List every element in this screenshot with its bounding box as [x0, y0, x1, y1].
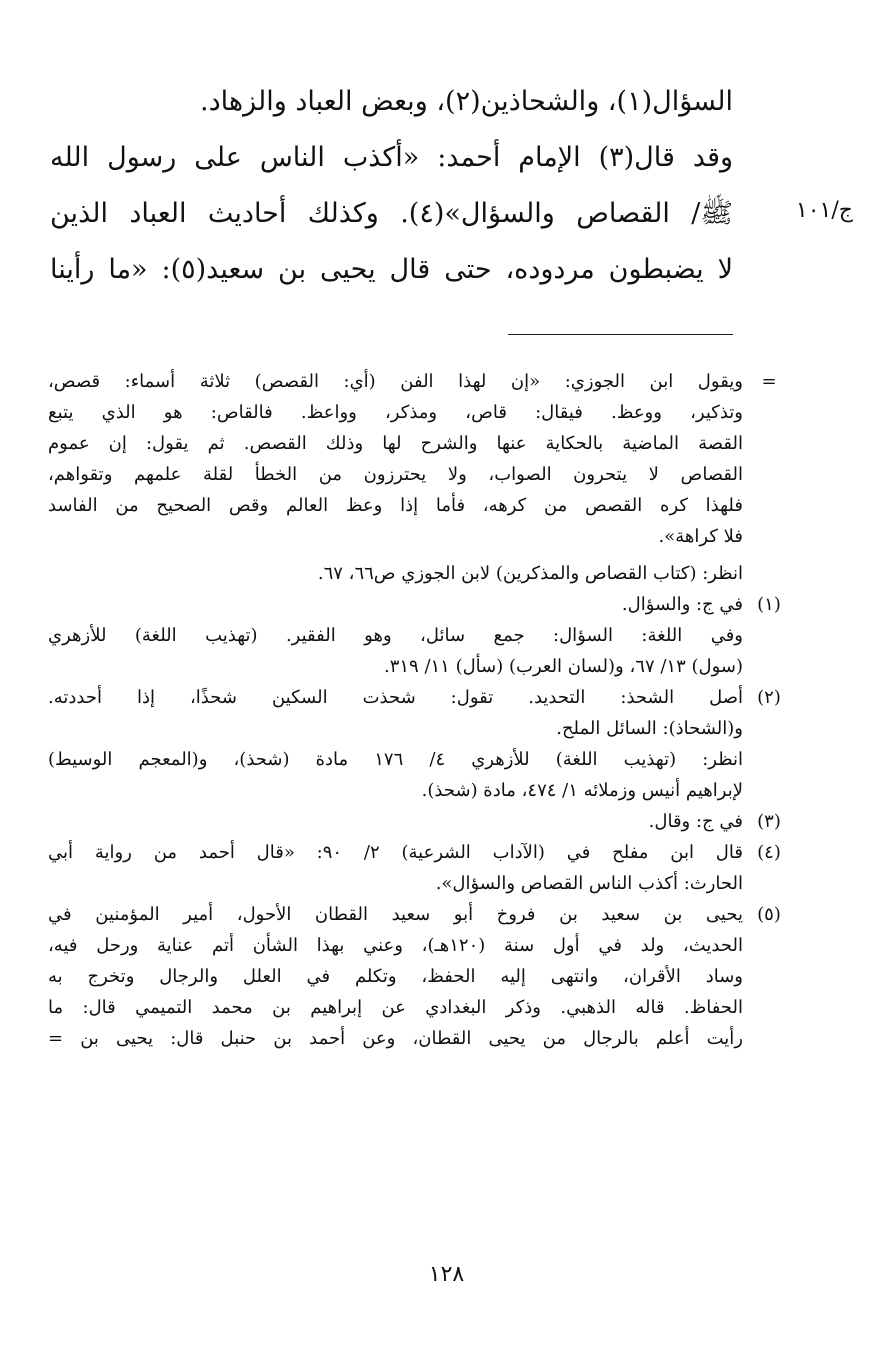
main-line-4: لا يضبطون مردوده، حتى قال يحيى بن سعيد(٥): «ما رأينا [50, 254, 733, 285]
main-text [50, 74, 733, 298]
main-line-3: ﷺ/ القصاص والسؤال»(٤). وكذلك أحاديث العباد الذين [50, 198, 733, 229]
footnote-5 [48, 899, 781, 1054]
footnote-4 [48, 837, 781, 899]
note-line: وساد الأقران، وانتهى إليه الحفظ، وتكلم في العلل والرجال وتخرج به [48, 966, 743, 987]
note-line: و(الشحاذ): السائل الملح. [556, 718, 743, 739]
note-line: الحارث: أكذب الناس القصاص والسؤال». [435, 873, 743, 894]
note-line: لإبراهيم أنيس وزملائه ١/ ٤٧٤، مادة (شحذ). [421, 780, 743, 801]
note-line: الحفاظ. قاله الذهبي. وذكر البغدادي عن إبراهيم بن محمد التميمي قال: ما [48, 997, 743, 1018]
footnote-number: (٢) [757, 687, 781, 708]
footnote-1 [48, 589, 781, 682]
footnote-number: (٤) [757, 842, 781, 863]
note-line: في ج: وقال. [648, 811, 743, 832]
note-line: يحيى بن سعيد بن فروخ أبو سعيد القطان الأحول، أمير المؤمنين في [48, 904, 743, 925]
main-line-1: السؤال(١)، والشحاذين(٢)، وبعض العباد والزهاد. [200, 86, 733, 117]
footnote-number: (٣) [757, 811, 781, 832]
note-line: الحديث، ولد في أول سنة (١٢٠هـ)، وعني بهذا الشأن أتم عناية ورحل فيه، [48, 935, 743, 956]
note-line: قال ابن مفلح في (الآداب الشرعية) ٢/ ٩٠: «قال أحمد من رواية أبي [48, 842, 743, 863]
footnote-separator [508, 334, 733, 335]
footnotes [48, 366, 781, 1054]
note-line: القصة الماضية بالحكاية عنها والشرح لها وذلك القصص. ثم يقول: إن عموم [48, 433, 743, 454]
manuscript-folio-reference: ج/١٠١ [795, 198, 853, 223]
footnote-number: (١) [757, 594, 781, 615]
note-line: انظر: (تهذيب اللغة) للأزهري ٤/ ١٧٦ مادة (شحذ)، و(المعجم الوسيط) [48, 749, 743, 770]
note-line: وتذكير، ووعظ. فيقال: قاص، ومذكر، وواعظ. فالقاص: هو الذي يتبع [48, 402, 744, 423]
footnote-3 [48, 806, 781, 837]
note-line: رأيت أعلم بالرجال من يحيى القطان، وعن أحمد بن حنبل قال: يحيى بن = [48, 1028, 743, 1049]
note-line: فلهذا كره القصص من كرهه، فأما إذا وعظ العالم وقص الصحيح من الفاسد [48, 495, 743, 516]
note-line: ويقول ابن الجوزي: «إن لهذا الفن (أي: القصص) ثلاثة أسماء: قصص، [48, 371, 743, 392]
note-line: فلا كراهة». [658, 526, 743, 547]
note-line: وفي اللغة: السؤال: جمع سائل، وهو الفقير. (تهذيب اللغة) للأزهري [48, 625, 743, 646]
note-line: القصاص لا يتحرون الصواب، ولا يحترزون من الخطأ لقلة علمهم وتقواهم، [48, 464, 744, 485]
footnote-2 [48, 682, 781, 806]
note-reference: انظر: (كتاب القصاص والمذكرين) لابن الجوزي ص٦٦، ٦٧. [317, 563, 743, 584]
note-line: أصل الشحذ: التحديد. تقول: شحذت السكين شحذًا، إذا أحددته. [48, 687, 743, 708]
note-line: في ج: والسؤال. [621, 594, 743, 615]
note-line: (سول) ١٣/ ٦٧، و(لسان العرب) (سأل) ١١/ ٣١٩. [383, 656, 743, 677]
footnote-number: (٥) [757, 904, 781, 925]
footnote-continuation [48, 366, 777, 589]
continuation-mark: = [761, 371, 777, 392]
main-line-2: وقد قال(٣) الإمام أحمد: «أكذب الناس على رسول الله [50, 142, 734, 173]
page-number: ١٢٨ [428, 1262, 465, 1287]
